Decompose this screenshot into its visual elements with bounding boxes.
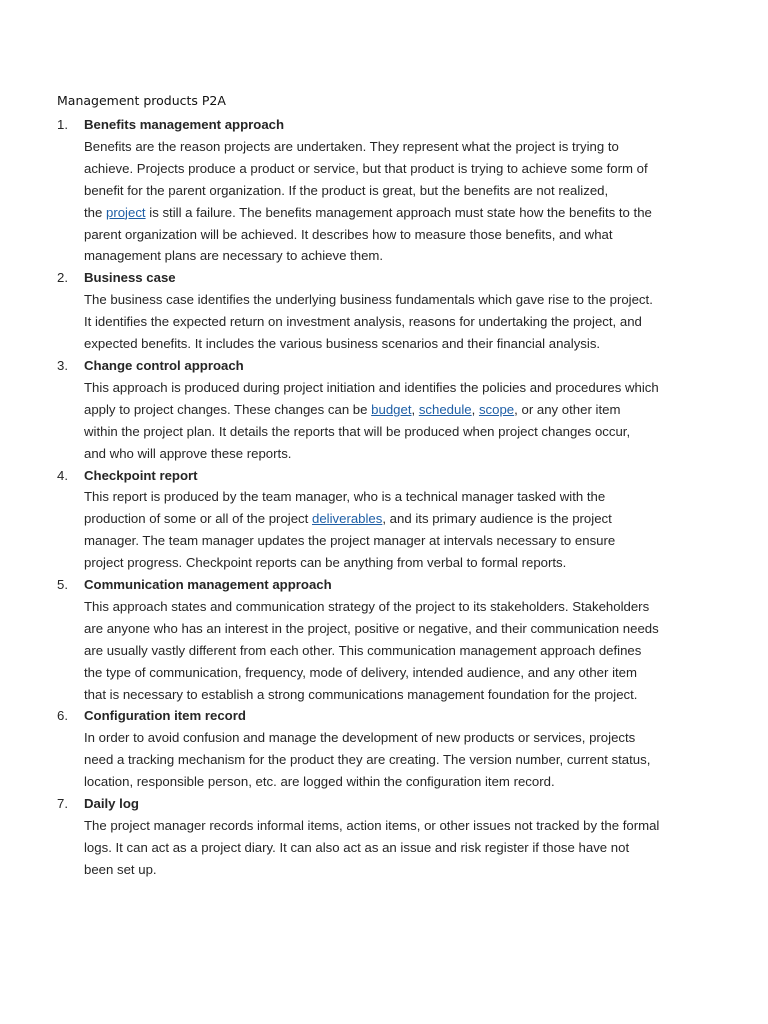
body-text: , <box>471 401 479 417</box>
body-text: is still a failure. The benefits management approach must state how the benefits to the <box>145 204 652 220</box>
body-text: This approach states and communication strategy of the project to its stakeholders. Stakeholders <box>84 598 650 614</box>
item-number: 6. <box>57 708 68 724</box>
body-text: It identifies the expected return on investment analysis, reasons for undertaking the project, and <box>84 314 642 330</box>
link-project[interactable]: project <box>106 204 146 220</box>
body-text: location, responsible person, etc. are logged within the configuration item record. <box>84 774 555 790</box>
item-body-line <box>84 618 707 640</box>
body-text: parent organization will be achieved. It describes how to measure those benefits, and what <box>84 226 613 242</box>
item-body-line <box>84 749 707 771</box>
item-body-line <box>84 859 707 881</box>
body-text: production of some or all of the project <box>84 511 312 527</box>
body-text: This report is produced by the team manager, who is a technical manager tasked with the <box>84 489 606 505</box>
body-text: apply to project changes. These changes can be <box>84 401 372 417</box>
body-text: the <box>84 204 106 220</box>
body-text: This approach is produced during project initiation and identifies the policies and procedures which <box>84 379 659 395</box>
link-deliverables[interactable]: deliverables <box>311 511 383 527</box>
list-item <box>57 574 707 705</box>
item-body-line <box>84 245 707 267</box>
item-heading: Daily log <box>84 796 139 812</box>
item-body-line <box>84 158 707 180</box>
body-text: , or any other item <box>514 401 621 417</box>
body-text: expected benefits. It includes the various business scenarios and their financial analysis. <box>84 336 601 352</box>
item-body-line <box>84 837 707 859</box>
list-item <box>57 465 707 575</box>
item-heading: Business case <box>84 270 176 286</box>
link-scope[interactable]: scope <box>478 401 515 417</box>
body-text: are usually vastly different from each other. This communication management approach defines <box>84 642 642 658</box>
link-schedule[interactable]: schedule <box>418 401 472 417</box>
body-text: been set up. <box>84 861 157 877</box>
item-body-line <box>84 333 707 355</box>
item-body-line <box>84 224 707 246</box>
item-body-line <box>84 684 707 706</box>
management-products-list <box>57 114 707 881</box>
item-body-line <box>84 815 707 837</box>
item-body-line <box>84 552 707 574</box>
list-item <box>57 114 707 267</box>
body-text: benefit for the parent organization. If the product is great, but the benefits are not realized, <box>84 182 609 198</box>
item-number: 2. <box>57 270 68 286</box>
item-body-line <box>84 486 707 508</box>
item-body-line <box>84 421 707 443</box>
body-text: project progress. Checkpoint reports can be anything from verbal to formal reports. <box>84 555 567 571</box>
body-text: Benefits are the reason projects are undertaken. They represent what the project is trying to <box>84 138 619 154</box>
item-body-line <box>84 311 707 333</box>
document-title: Management products P2A <box>57 93 226 108</box>
list-item <box>57 355 707 465</box>
item-body-line <box>84 530 707 552</box>
item-body-line <box>84 727 707 749</box>
item-number: 4. <box>57 467 68 483</box>
body-text: logs. It can act as a project diary. It can also act as an issue and risk register if those have not <box>84 839 630 855</box>
list-item <box>57 705 707 793</box>
body-text: management plans are necessary to achieve them. <box>84 248 384 264</box>
item-body-line <box>84 136 707 158</box>
item-body-line <box>84 377 707 399</box>
item-body-line <box>84 180 707 202</box>
body-text: In order to avoid confusion and manage the development of new products or services, projects <box>84 730 636 746</box>
item-heading: Communication management approach <box>84 577 332 593</box>
body-text: need a tracking mechanism for the product they are creating. The version number, current status, <box>84 752 651 768</box>
item-body-line <box>84 596 707 618</box>
item-number: 1. <box>57 117 68 132</box>
item-heading: Benefits management approach <box>84 117 285 132</box>
body-text: that is necessary to establish a strong communications management foundation for the project. <box>84 686 638 702</box>
list-item <box>57 793 707 881</box>
item-body-line <box>84 771 707 793</box>
body-text: are anyone who has an interest in the project, positive or negative, and their communication needs <box>84 620 659 636</box>
body-text: , and its primary audience is the project <box>382 511 612 527</box>
body-text: The project manager records informal items, action items, or other issues not tracked by the formal <box>84 818 660 833</box>
body-text: the type of communication, frequency, mode of delivery, intended audience, and any other item <box>84 664 637 680</box>
item-body-line <box>84 289 707 311</box>
item-body-line <box>84 508 707 530</box>
item-heading: Configuration item record <box>84 708 246 724</box>
item-number: 5. <box>57 577 68 593</box>
body-text: and who will approve these reports. <box>84 445 292 461</box>
link-budget[interactable]: budget <box>371 401 412 417</box>
item-body-line <box>84 662 707 684</box>
body-text: within the project plan. It details the reports that will be produced when project changes occur, <box>84 423 631 439</box>
item-body-line <box>84 202 707 224</box>
body-text: The business case identifies the underlying business fundamentals which gave rise to the project. <box>84 292 653 308</box>
item-heading: Checkpoint report <box>84 467 198 483</box>
body-text: manager. The team manager updates the project manager at intervals necessary to ensure <box>84 533 616 549</box>
item-body-line <box>84 443 707 465</box>
item-number: 3. <box>57 357 68 373</box>
item-body-line <box>84 399 707 421</box>
item-number: 7. <box>57 796 68 812</box>
item-body-line <box>84 640 707 662</box>
list-item <box>57 267 707 355</box>
body-text: achieve. Projects produce a product or service, but that product is trying to achieve some form of <box>84 160 648 176</box>
body-text: , <box>411 401 419 417</box>
item-heading: Change control approach <box>84 357 244 373</box>
